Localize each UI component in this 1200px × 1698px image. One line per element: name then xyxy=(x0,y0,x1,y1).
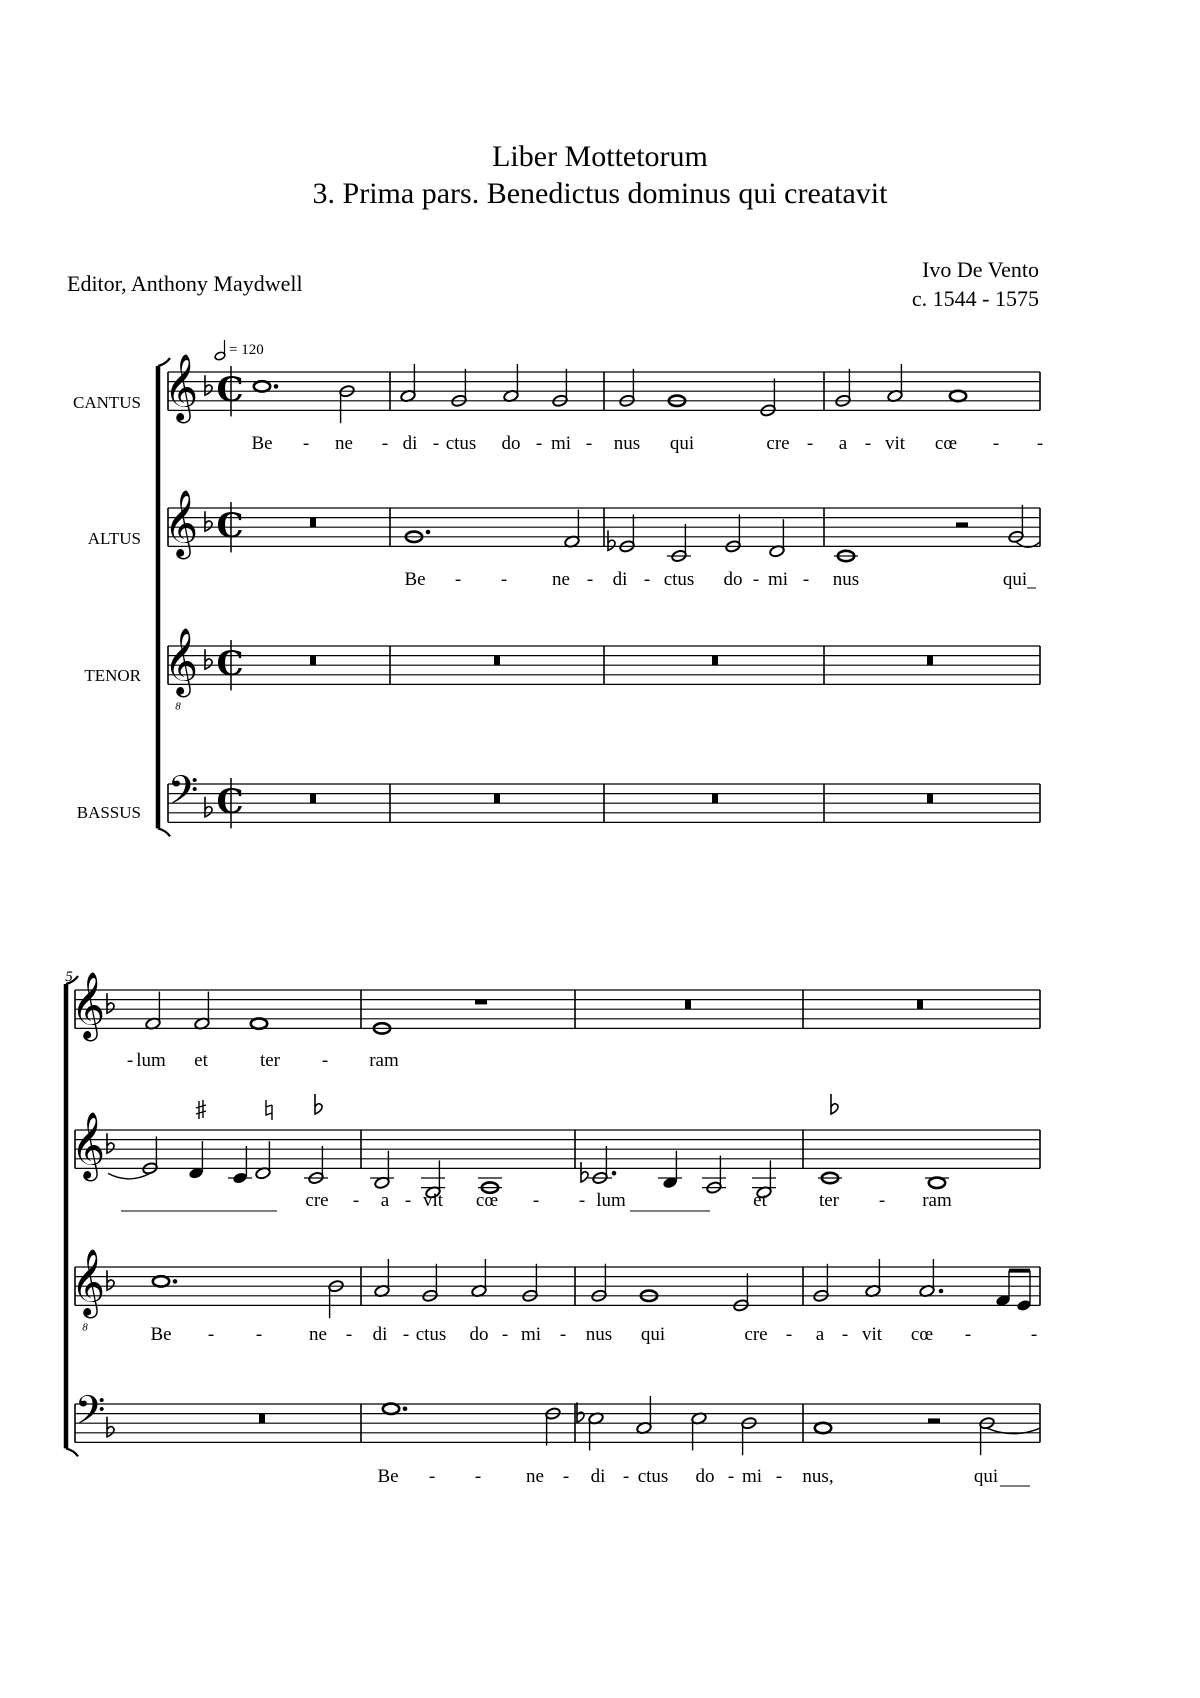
lyric-syllable-tenor: - xyxy=(785,1324,793,1345)
augmentation-dot xyxy=(403,1407,408,1412)
lyric-syllable-tenor: Be xyxy=(150,1324,172,1345)
lyric-syllable-tenor: do xyxy=(469,1324,489,1345)
lyric-syllable-cantus: - xyxy=(302,433,310,454)
lyric-syllable-altus: a xyxy=(380,1190,390,1211)
lyric-syllable-bassus: - xyxy=(727,1466,735,1487)
flat-sign xyxy=(205,375,212,395)
octave-marker: 8 xyxy=(175,700,181,713)
lyric-syllable-cantus: di xyxy=(402,433,418,454)
staff-system2 xyxy=(75,1267,1040,1305)
lyric-syllable-altus: qui xyxy=(1002,569,1028,590)
part-label-altus: ALTUS xyxy=(87,529,141,548)
flat-sign xyxy=(315,1094,322,1114)
cut-time-sign: C xyxy=(216,643,244,684)
tempo-marking: = 120 xyxy=(229,342,264,358)
lyric-syllable-tenor: - xyxy=(559,1324,567,1345)
treble-clef: 𝄞 xyxy=(163,626,199,695)
lyric-syllable-tenor: cre xyxy=(744,1324,768,1345)
flat-sign xyxy=(107,1133,114,1153)
lyric-syllable-cantus: ctus xyxy=(445,433,477,454)
lyric-syllable-tenor: cœ xyxy=(910,1324,934,1345)
natural-sign xyxy=(266,1100,272,1120)
collection-title: Liber Mottetorum xyxy=(492,140,708,173)
part-label-tenor: TENOR xyxy=(84,666,141,685)
quarter-note-head xyxy=(232,1171,248,1184)
whole-note xyxy=(950,391,966,401)
lyric-syllable-cantus: lum xyxy=(136,1050,166,1071)
lyric-syllable-altus: cre xyxy=(305,1190,329,1211)
lyric-syllable-altus: nus xyxy=(832,569,860,590)
lyric-syllable-cantus: ne xyxy=(335,433,353,454)
bracket-bottom-hook xyxy=(66,1448,78,1456)
whole-note xyxy=(254,381,270,391)
lyric-syllable-tenor: - xyxy=(345,1324,353,1345)
treble-clef: 𝄞 xyxy=(70,970,106,1039)
lyric-syllable-altus: et xyxy=(753,1190,767,1211)
whole-note xyxy=(153,1276,169,1286)
lyric-syllable-bassus: nus, xyxy=(802,1466,834,1487)
lyric-syllable-altus: ram xyxy=(922,1190,952,1211)
measure-rest xyxy=(917,1000,923,1010)
measure-rest xyxy=(310,518,316,528)
lyric-syllable-bassus: di xyxy=(590,1466,606,1487)
lyric-syllable-altus: - xyxy=(802,569,810,590)
half-rest xyxy=(928,1418,940,1423)
lyric-syllable-cantus: ram xyxy=(369,1050,399,1071)
flat-sign xyxy=(608,530,615,550)
cut-time-sign: C xyxy=(216,369,244,410)
lyric-syllable-bassus: ctus xyxy=(637,1466,669,1487)
treble-clef: 𝄞 xyxy=(163,352,199,421)
sharp-sign xyxy=(196,1100,206,1119)
staff-system2 xyxy=(75,1130,1040,1168)
treble-clef: 𝄞 xyxy=(70,1247,106,1316)
lyric-syllable-altus: ne xyxy=(552,569,570,590)
cut-time-sign: C xyxy=(216,505,244,546)
lyric-syllable-bassus: - xyxy=(428,1466,436,1487)
lyric-syllable-cantus: mi xyxy=(550,433,572,454)
flat-sign xyxy=(205,797,212,817)
lyric-syllable-tenor: nus xyxy=(585,1324,613,1345)
flat-sign xyxy=(831,1094,838,1114)
lyric-syllable-bassus: - xyxy=(562,1466,570,1487)
lyric-syllable-altus: - xyxy=(454,569,462,590)
lyric-syllable-altus: Be xyxy=(404,569,426,590)
octave-marker: 8 xyxy=(82,1321,88,1334)
lyric-syllable-cantus: - xyxy=(1036,433,1044,454)
augmentation-dot xyxy=(939,1289,944,1294)
part-label-cantus: CANTUS xyxy=(72,393,141,412)
editor-credit: Editor, Anthony Maydwell xyxy=(67,271,303,296)
lyric-syllable-cantus: vit xyxy=(884,433,906,454)
whole-note xyxy=(251,1018,267,1028)
augmentation-dot xyxy=(612,1171,617,1176)
measure-rest xyxy=(310,794,316,804)
measure-rest xyxy=(685,1000,691,1010)
lyric-syllable-altus: vit xyxy=(422,1190,444,1211)
bass-clef: 𝄢 xyxy=(167,767,199,824)
tie xyxy=(108,1173,150,1179)
measure-rest xyxy=(927,656,933,666)
lyric-syllable-cantus: do xyxy=(501,433,521,454)
lyric-syllable-tenor: ne xyxy=(309,1324,327,1345)
lyric-syllable-cantus: - xyxy=(432,433,440,454)
lyric-syllable-altus: di xyxy=(612,569,628,590)
augmentation-dot xyxy=(274,384,279,389)
measure-rest xyxy=(712,656,718,666)
staff-system2 xyxy=(75,990,1040,1028)
lyric-syllable-bassus: - xyxy=(622,1466,630,1487)
lyric-syllable-tenor: - xyxy=(255,1324,263,1345)
measure-rest xyxy=(259,1414,265,1424)
measure-rest xyxy=(494,656,500,666)
treble-clef: 𝄞 xyxy=(70,1110,106,1179)
lyric-syllable-cantus: - xyxy=(126,1050,134,1071)
whole-note xyxy=(383,1404,399,1414)
lyric-syllable-altus: ctus xyxy=(663,569,695,590)
lyric-syllable-tenor: a xyxy=(815,1324,825,1345)
lyric-syllable-tenor: - xyxy=(841,1324,849,1345)
lyric-syllable-altus: - xyxy=(878,1190,886,1211)
lyric-syllable-altus: - xyxy=(500,569,508,590)
lyric-syllable-bassus: - xyxy=(775,1466,783,1487)
lyric-syllable-cantus: - xyxy=(992,433,1000,454)
lyric-syllable-cantus: - xyxy=(806,433,814,454)
lyric-syllable-tenor: ctus xyxy=(415,1324,447,1345)
part-label-bassus: BASSUS xyxy=(76,803,141,822)
lyric-syllable-altus: - xyxy=(404,1190,412,1211)
lyric-syllable-tenor: vit xyxy=(861,1324,883,1345)
lyric-syllable-bassus: ne xyxy=(526,1466,544,1487)
lyric-syllable-tenor: - xyxy=(1030,1324,1038,1345)
flat-sign xyxy=(581,1162,588,1182)
composer-name: Ivo De Vento xyxy=(922,257,1039,282)
cut-time-sign: C xyxy=(216,781,244,822)
lyric-syllable-tenor: - xyxy=(402,1324,410,1345)
flat-sign xyxy=(577,1402,584,1422)
lyric-syllable-tenor: - xyxy=(207,1324,215,1345)
lyric-syllable-cantus: cre xyxy=(766,433,790,454)
augmentation-dot xyxy=(173,1279,178,1284)
whole-note xyxy=(929,1178,945,1188)
lyric-syllable-altus: - xyxy=(586,569,594,590)
lyric-syllable-cantus: - xyxy=(864,433,872,454)
lyric-syllable-altus: mi xyxy=(767,569,789,590)
measure-rest xyxy=(712,794,718,804)
lyric-syllable-altus: ter xyxy=(818,1190,840,1211)
measure-rest xyxy=(494,794,500,804)
half-rest xyxy=(956,522,968,527)
lyric-syllable-cantus: - xyxy=(585,433,593,454)
flat-sign xyxy=(107,1417,114,1437)
lyric-syllable-tenor: - xyxy=(501,1324,509,1345)
lyric-syllable-altus: - xyxy=(578,1190,586,1211)
lyric-syllable-cantus: a xyxy=(838,433,848,454)
flat-sign xyxy=(205,649,212,669)
composer-dates: c. 1544 - 1575 xyxy=(911,286,1039,311)
lyric-syllable-altus: lum xyxy=(596,1190,626,1211)
bass-clef: 𝄢 xyxy=(74,1387,106,1444)
lyric-syllable-altus: cœ xyxy=(475,1190,499,1211)
lyric-syllable-tenor: mi xyxy=(520,1324,542,1345)
lyric-syllable-cantus: et xyxy=(194,1050,208,1071)
measure-rest xyxy=(927,794,933,804)
measure-rest xyxy=(310,656,316,666)
lyric-syllable-altus: - xyxy=(532,1190,540,1211)
lyric-syllable-bassus: qui xyxy=(973,1466,999,1487)
lyric-syllable-cantus: Be xyxy=(251,433,273,454)
flat-sign xyxy=(107,993,114,1013)
lyric-syllable-bassus: mi xyxy=(741,1466,763,1487)
bracket-bottom-hook xyxy=(158,828,170,836)
lyric-syllable-altus: do xyxy=(723,569,743,590)
lyric-syllable-cantus: - xyxy=(535,433,543,454)
lyric-syllable-cantus: qui xyxy=(669,433,695,454)
measure-number: 5 xyxy=(65,969,73,985)
lyric-syllable-cantus: ter xyxy=(259,1050,281,1071)
lyric-syllable-bassus: - xyxy=(474,1466,482,1487)
lyric-syllable-tenor: qui xyxy=(640,1324,666,1345)
lyric-syllable-cantus: cœ xyxy=(934,433,958,454)
augmentation-dot xyxy=(426,530,431,535)
lyric-syllable-cantus: - xyxy=(321,1050,329,1071)
piece-title: 3. Prima pars. Benedictus dominus qui creatavit xyxy=(312,177,888,210)
treble-clef: 𝄞 xyxy=(163,488,199,557)
lyric-syllable-tenor: di xyxy=(372,1324,388,1345)
whole-note xyxy=(815,1423,831,1433)
flat-sign xyxy=(107,1270,114,1290)
lyric-syllable-cantus: nus xyxy=(613,433,641,454)
lyric-syllable-cantus: - xyxy=(381,433,389,454)
lyric-syllable-bassus: do xyxy=(695,1466,715,1487)
lyric-syllable-altus: - xyxy=(352,1190,360,1211)
lyric-syllable-altus: - xyxy=(752,569,760,590)
lyric-syllable-tenor: - xyxy=(964,1324,972,1345)
lyric-syllable-altus: - xyxy=(643,569,651,590)
lyric-syllable-bassus: Be xyxy=(377,1466,399,1487)
flat-sign xyxy=(205,511,212,531)
whole-rest xyxy=(475,1000,487,1005)
